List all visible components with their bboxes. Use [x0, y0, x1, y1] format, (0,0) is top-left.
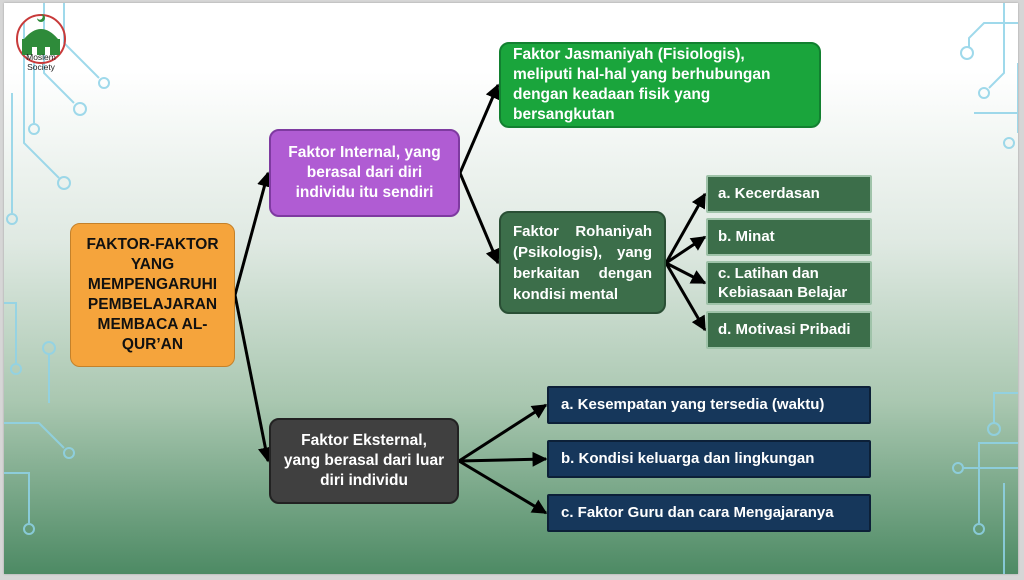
- slide: [4, 3, 1018, 574]
- rohaniyah-item: [706, 261, 872, 305]
- arrow-rohaniyah-r1: [666, 194, 705, 263]
- jasmaniyah-label: Faktor Jasmaniyah (Fisiologis), meliputi hal-hal yang berhubungan dengan keadaan fisik yang bersangkutan: [513, 46, 771, 123]
- external-item: [547, 440, 871, 478]
- rohaniyah-item-label: d. Motivasi Pribadi: [718, 321, 851, 338]
- arrow-root-external: [235, 295, 268, 461]
- arrow-internal-rohaniyah: [460, 173, 498, 263]
- rohaniyah-item: [706, 175, 872, 213]
- rohaniyah-item: [706, 311, 872, 349]
- external-item-label: c. Faktor Guru dan cara Mengajaranya: [561, 504, 834, 521]
- external-item: [547, 386, 871, 424]
- logo-text: Moslem Society: [26, 52, 56, 72]
- internal-factor-label: Faktor Internal, yang berasal dari diri individu itu sendiri: [288, 144, 441, 201]
- rohaniyah-item: [706, 218, 872, 256]
- arrow-external-e1: [459, 405, 546, 461]
- rohaniyah-node: [499, 211, 666, 314]
- jasmaniyah-node: [499, 42, 821, 128]
- external-item-label: a. Kesempatan yang tersedia (waktu): [561, 396, 825, 413]
- arrow-external-e3: [459, 461, 546, 513]
- internal-factor-node: [269, 129, 460, 217]
- external-factor-label: Faktor Eksternal, yang berasal dari luar diri individu: [283, 432, 445, 489]
- external-item: [547, 494, 871, 532]
- rohaniyah-label: Faktor Rohaniyah (Psikologis), yang berkaitan dengan kondisi mental: [513, 222, 652, 303]
- arrow-root-internal: [235, 173, 268, 295]
- external-factor-node: [269, 418, 459, 504]
- rohaniyah-item-label: b. Minat: [718, 228, 775, 245]
- rohaniyah-item-label: a. Kecerdasan: [718, 185, 820, 202]
- external-item-label: b. Kondisi keluarga dan lingkungan: [561, 450, 815, 467]
- arrow-external-e2: [459, 459, 546, 461]
- arrow-internal-jasmaniyah: [460, 85, 498, 173]
- root-node: [70, 223, 235, 367]
- rohaniyah-item-label: c. Latihan dan Kebiasaan Belajar: [718, 265, 848, 301]
- root-label: FAKTOR-FAKTOR YANG MEMPENGARUHI PEMBELAJARAN MEMBACA AL-QUR’AN: [86, 236, 219, 353]
